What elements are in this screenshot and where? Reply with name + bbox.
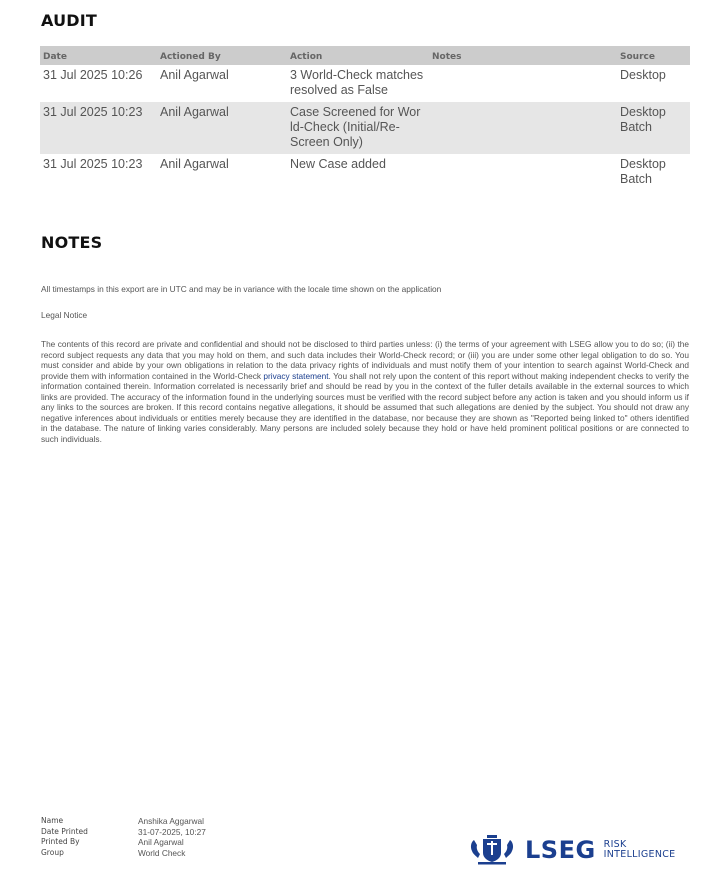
audit-title: AUDIT [41,11,98,30]
notes-title: NOTES [41,233,103,252]
meta-value: 31-07-2025, 10:27 [138,826,206,837]
legal-text-part-1: The contents of this record are private and confidential and should not be disclosed to third parties unless: (i) the terms of your agreement with LSEG allow you to do so; (ii) the record subject requests any data that you may hold on them, and such data includes their World-Check record; or (iii) you are under some other legal obligation to do so. You must consider and abide by your own obligations in relation to the data privacy rights of individuals and must notify them of your intention to search against World-Check and provide them with information contained in the World-Check [41,339,689,381]
timestamp-note: All timestamps in this export are in UTC and may be in variance with the locale time shown on the application [41,284,442,294]
crest-icon [468,834,516,866]
legal-text-part-2: . You shall not rely upon the content of this report without making independent checks to verify the information contained therein. Information correlated is necessarily brief and should be read by you in the context of the fuller details available in the external sources to which links are provided. The accuracy of the information found in the underlying sources must be verified with the record subject before any action is taken and you should inform us if any links to the sources are broken. If this record contains negative allegations, it should be assumed that such allegations are denied by the subject. You should not draw any negative inferences about individuals or entities merely because they are identified in the database, nor because they are shown as "Reported being linked to" others identified in the database. The nature of linking varies considerably. Many persons are included solely because they hold or have held prominent political positions or are connected to such individuals. [41,370,689,444]
print-metadata [41,816,206,858]
lseg-logo [468,834,675,866]
meta-label: Group [41,847,64,857]
column-header-date: Date [40,46,157,65]
meta-label: Date Printed [41,826,88,836]
meta-label: Printed By [41,837,80,846]
brand-subtitle-line-2: INTELLIGENCE [603,849,676,860]
table-row [40,102,690,154]
meta-value: Anshika Aggarwal [138,816,204,826]
row-notes [429,102,617,154]
brand-subtitle [604,840,676,861]
brand-name: LSEG [525,836,596,864]
row-actioned-by: Anil Agarwal [160,157,229,171]
meta-value: World Check [138,847,186,858]
row-source: Desktop Batch [617,102,690,154]
row-notes [429,65,617,102]
row-date: 31 Jul 2025 10:23 [43,157,143,171]
audit-table [40,46,690,191]
column-header-source: Source [617,46,690,65]
audit-header-row [40,46,690,65]
column-header-notes: Notes [429,46,617,65]
legal-notice-text [41,339,689,444]
meta-row-group [41,848,206,859]
column-header-action: Action [287,46,429,65]
table-row [40,154,690,191]
table-row [40,65,690,102]
legal-notice-heading: Legal Notice [41,310,88,320]
row-actioned-by: Anil Agarwal [157,102,287,154]
row-date: 31 Jul 2025 10:26 [43,68,143,82]
row-action: 3 World-Check matches resolved as False [290,68,424,97]
row-actioned-by: Anil Agarwal [160,68,229,82]
brand-subtitle-line-1: RISK [603,838,627,850]
row-notes [429,154,617,191]
row-date: 31 Jul 2025 10:23 [40,102,157,154]
meta-row-name [41,816,206,827]
row-source: Desktop Batch [620,157,666,186]
row-action: New Case added [290,157,386,171]
meta-value: Anil Agarwal [138,837,184,847]
meta-label: Name [41,816,64,825]
row-action: Case Screened for Wor ld-Check (Initial/Re- Screen Only) [287,102,429,154]
privacy-statement-link[interactable]: privacy statement [263,370,329,381]
row-source: Desktop [620,68,666,82]
meta-row-printed-by [41,837,206,848]
meta-row-date-printed [41,827,206,838]
column-header-actioned-by: Actioned By [157,46,287,65]
